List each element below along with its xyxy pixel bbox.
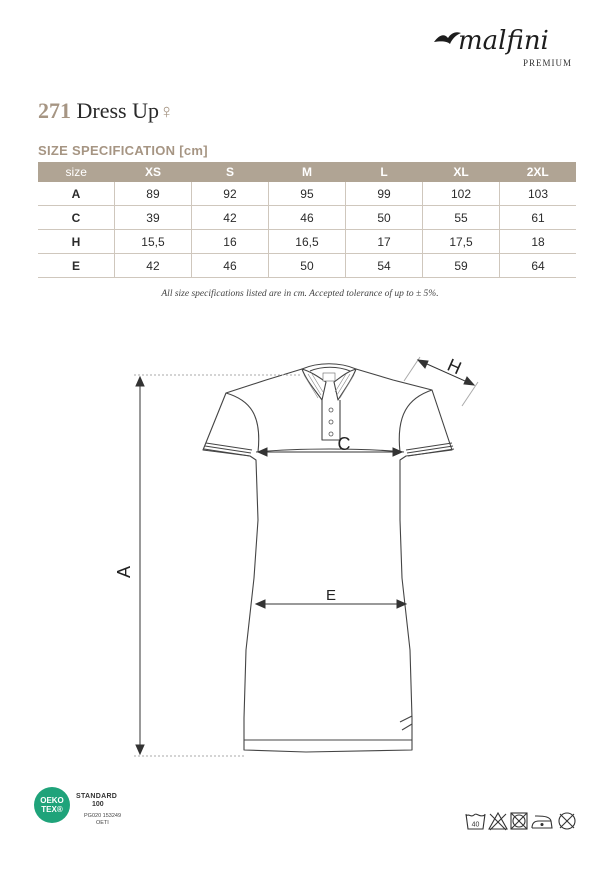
row-label: H [38, 230, 114, 254]
table-cell: 55 [423, 206, 500, 230]
iron-icon [532, 816, 552, 828]
dimension-label-c: C [337, 434, 351, 454]
table-cell: 50 [345, 206, 422, 230]
table-cell: 46 [191, 254, 268, 278]
table-cell: 99 [345, 182, 422, 206]
column-header: XL [423, 162, 500, 182]
table-cell: 103 [500, 182, 576, 206]
dimension-lines [134, 354, 478, 756]
wash-40-icon [466, 814, 485, 829]
oeko-line1: OEKO [40, 796, 64, 805]
product-code: 271 [38, 98, 71, 123]
tolerance-note: All size specifications listed are in cm. Accepted tolerance of up to ± 5%. [161, 289, 439, 299]
column-header: L [345, 162, 422, 182]
oeko-certificate: PG020 153249 [84, 813, 122, 819]
table-cell: 61 [500, 206, 576, 230]
table-cell: 64 [500, 254, 576, 278]
table-cell: 89 [114, 182, 191, 206]
table-cell: 54 [345, 254, 422, 278]
dimension-label-h: H [444, 354, 465, 379]
product-name: Dress Up [76, 98, 159, 123]
dimension-label-e: E [325, 587, 337, 604]
oeko-standard: STANDARD [76, 793, 118, 800]
table-cell: 102 [423, 182, 500, 206]
column-header: S [191, 162, 268, 182]
brand-tagline: PREMIUM [522, 58, 572, 68]
table-cell: 17,5 [423, 230, 500, 254]
table-cell: 42 [114, 254, 191, 278]
table-cell: 59 [423, 254, 500, 278]
row-label: A [38, 182, 114, 206]
neck-label [323, 373, 335, 381]
wash-temp: 40 [471, 821, 480, 829]
table-cell: 42 [191, 206, 268, 230]
brand-name: malfini [458, 26, 549, 56]
dress-outline [203, 364, 454, 752]
placket-buttons [329, 408, 333, 436]
table-cell: 18 [500, 230, 576, 254]
table-cell: 46 [268, 206, 345, 230]
female-icon: ♀ [159, 101, 174, 123]
care-symbols [465, 810, 583, 832]
column-header: size [38, 162, 114, 182]
column-header: 2XL [500, 162, 576, 182]
oeko-tex-details [76, 793, 156, 827]
no-tumble-dry-icon [511, 813, 527, 829]
column-header: M [268, 162, 345, 182]
row-label: C [38, 206, 114, 230]
table-cell: 95 [268, 182, 345, 206]
row-label: E [38, 254, 114, 278]
table-cell: 92 [191, 182, 268, 206]
column-header: XS [114, 162, 191, 182]
oeko-line2: TEX® [41, 805, 63, 814]
table-cell: 16 [191, 230, 268, 254]
table-cell: 16,5 [268, 230, 345, 254]
dimension-label-a: A [114, 565, 134, 579]
oeko-institute: OETI [96, 820, 109, 826]
no-dry-clean-icon [559, 813, 575, 829]
table-cell: 17 [345, 230, 422, 254]
oeko-standard-number: 100 [92, 801, 104, 808]
table-cell: 15,5 [114, 230, 191, 254]
no-bleach-icon [489, 813, 507, 830]
oeko-tex-logo [34, 787, 70, 823]
table-cell: 39 [114, 206, 191, 230]
size-spec-heading: SIZE SPECIFICATION [cm] [38, 143, 208, 158]
table-cell: 50 [268, 254, 345, 278]
